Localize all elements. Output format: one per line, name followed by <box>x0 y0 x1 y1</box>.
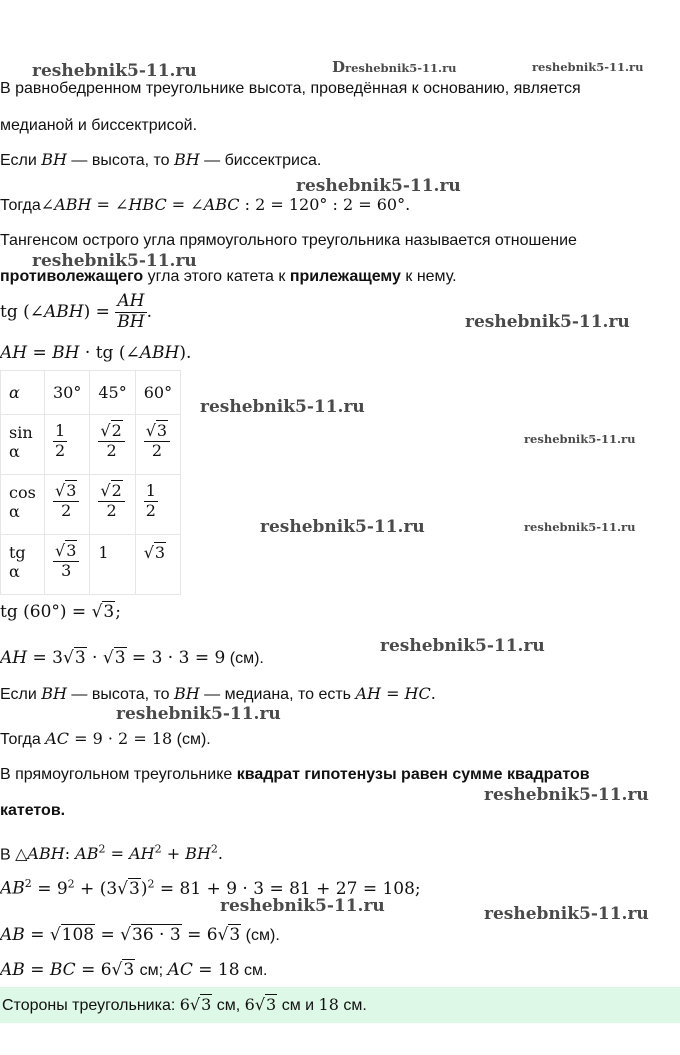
watermark: reshebnik5-11.ru <box>260 517 425 537</box>
watermark: reshebnik5-11.ru <box>200 397 365 417</box>
statement-bh-bisector: Если BH — высота, то BH — биссектриса. <box>0 150 322 169</box>
tangent-formula: tg (∠ABH) = $\frac{AH}{BH}$ . <box>0 291 153 332</box>
table-header-cell: 60° <box>135 371 180 415</box>
angle-equation: Тогда∠ABH = ∠HBC = ∠ABC : 2 = 120° : 2 = 60°. <box>0 195 411 214</box>
answer-text: Стороны треугольника: 6√3 см, 6√3 см и 18 см. <box>2 995 367 1014</box>
ac-value: Тогда AC = 9 · 2 = 18 (см). <box>0 729 211 748</box>
table-cell: $\frac{1}{2}$ <box>135 475 180 535</box>
watermark: reshebnik5-11.ru <box>524 432 636 446</box>
tangent-definition: Тангенсом острого угла прямоугольного треугольника называется отношение <box>0 232 577 249</box>
sides-equation: AB = BC = 6√3 см; AC = 18 см. <box>0 960 268 980</box>
table-row-label: cos α <box>1 475 45 535</box>
watermark: reshebnik5-11.ru <box>524 520 636 534</box>
table-cell: 1 <box>90 535 135 595</box>
triangle-abh-equation: В △ABH: $AB^2 = AH^2 + BH^2$. <box>0 843 223 864</box>
tg60-equation: tg (60°) = √3; <box>0 602 121 622</box>
table-header-cell: 45° <box>90 371 135 415</box>
answer-box <box>0 987 680 1023</box>
statement-bh-median: Если BH — высота, то BH — медиана, то есть AH = HC. <box>0 684 436 703</box>
watermark: reshebnik5-11.ru <box>116 704 281 724</box>
table-header-cell: 30° <box>45 371 90 415</box>
table-header-cell: α <box>1 371 45 415</box>
watermark: reshebnik5-11.ru <box>380 636 545 656</box>
ab-squared-equation: $AB^2 = 9^2 + (3√3)^2 = 81 + 9 \cdot 3 = 81 + 27 = 108$; <box>0 877 421 899</box>
watermark: reshebnik5-11.ru <box>296 176 461 196</box>
table-cell: $\frac{√3}{2}$ <box>135 415 180 475</box>
watermark: reshebnik5-11.ru <box>220 896 385 916</box>
table-row <box>1 415 181 475</box>
watermark: reshebnik5-11.ru <box>465 312 630 332</box>
paragraph: медианой и биссектрисой. <box>0 117 198 134</box>
ab-value-equation: AB = √108 = √36 · 3 = 6√3 (см). <box>0 925 280 945</box>
trig-values-table <box>0 370 181 595</box>
watermark: reshebnik5-11.ru <box>484 785 649 805</box>
table-row <box>1 475 181 535</box>
ah-value-equation: AH = 3√3 · √3 = 3 · 3 = 9 (см). <box>0 648 264 668</box>
watermark: reshebnik5-11.ru <box>32 251 197 271</box>
table-cell: $\frac{1}{2}$ <box>45 415 90 475</box>
table-row-label: sin α <box>1 415 45 475</box>
tangent-definition: противолежащего угла этого катета к прилежащему к нему. <box>0 268 457 285</box>
table-row-label: tg α <box>1 535 45 595</box>
watermark: reshebnik5-11.ru <box>484 904 649 924</box>
table-cell: $\frac{√3}{3}$ <box>45 535 90 595</box>
table-row <box>1 535 181 595</box>
watermark: reshebnik5-11.ru <box>32 61 197 81</box>
watermark: reshebnik5-11.ru <box>532 60 644 74</box>
table-cell: $\frac{√2}{2}$ <box>90 475 135 535</box>
ah-formula: AH = BH · tg (∠ABH). <box>0 343 192 363</box>
watermark-header: Dreshebnik5-11.ru <box>332 58 457 76</box>
pythagoras-statement: катетов. <box>0 802 66 819</box>
table-cell: $\frac{√3}{2}$ <box>45 475 90 535</box>
table-cell: $\frac{√2}{2}$ <box>90 415 135 475</box>
table-cell: √3 <box>135 535 180 595</box>
pythagoras-statement: В прямоугольном треугольнике квадрат гипотенузы равен сумме квадратов <box>0 766 590 783</box>
paragraph: В равнобедренном треугольнике высота, проведённая к основанию, является <box>0 80 581 97</box>
table-header-row <box>1 371 181 415</box>
